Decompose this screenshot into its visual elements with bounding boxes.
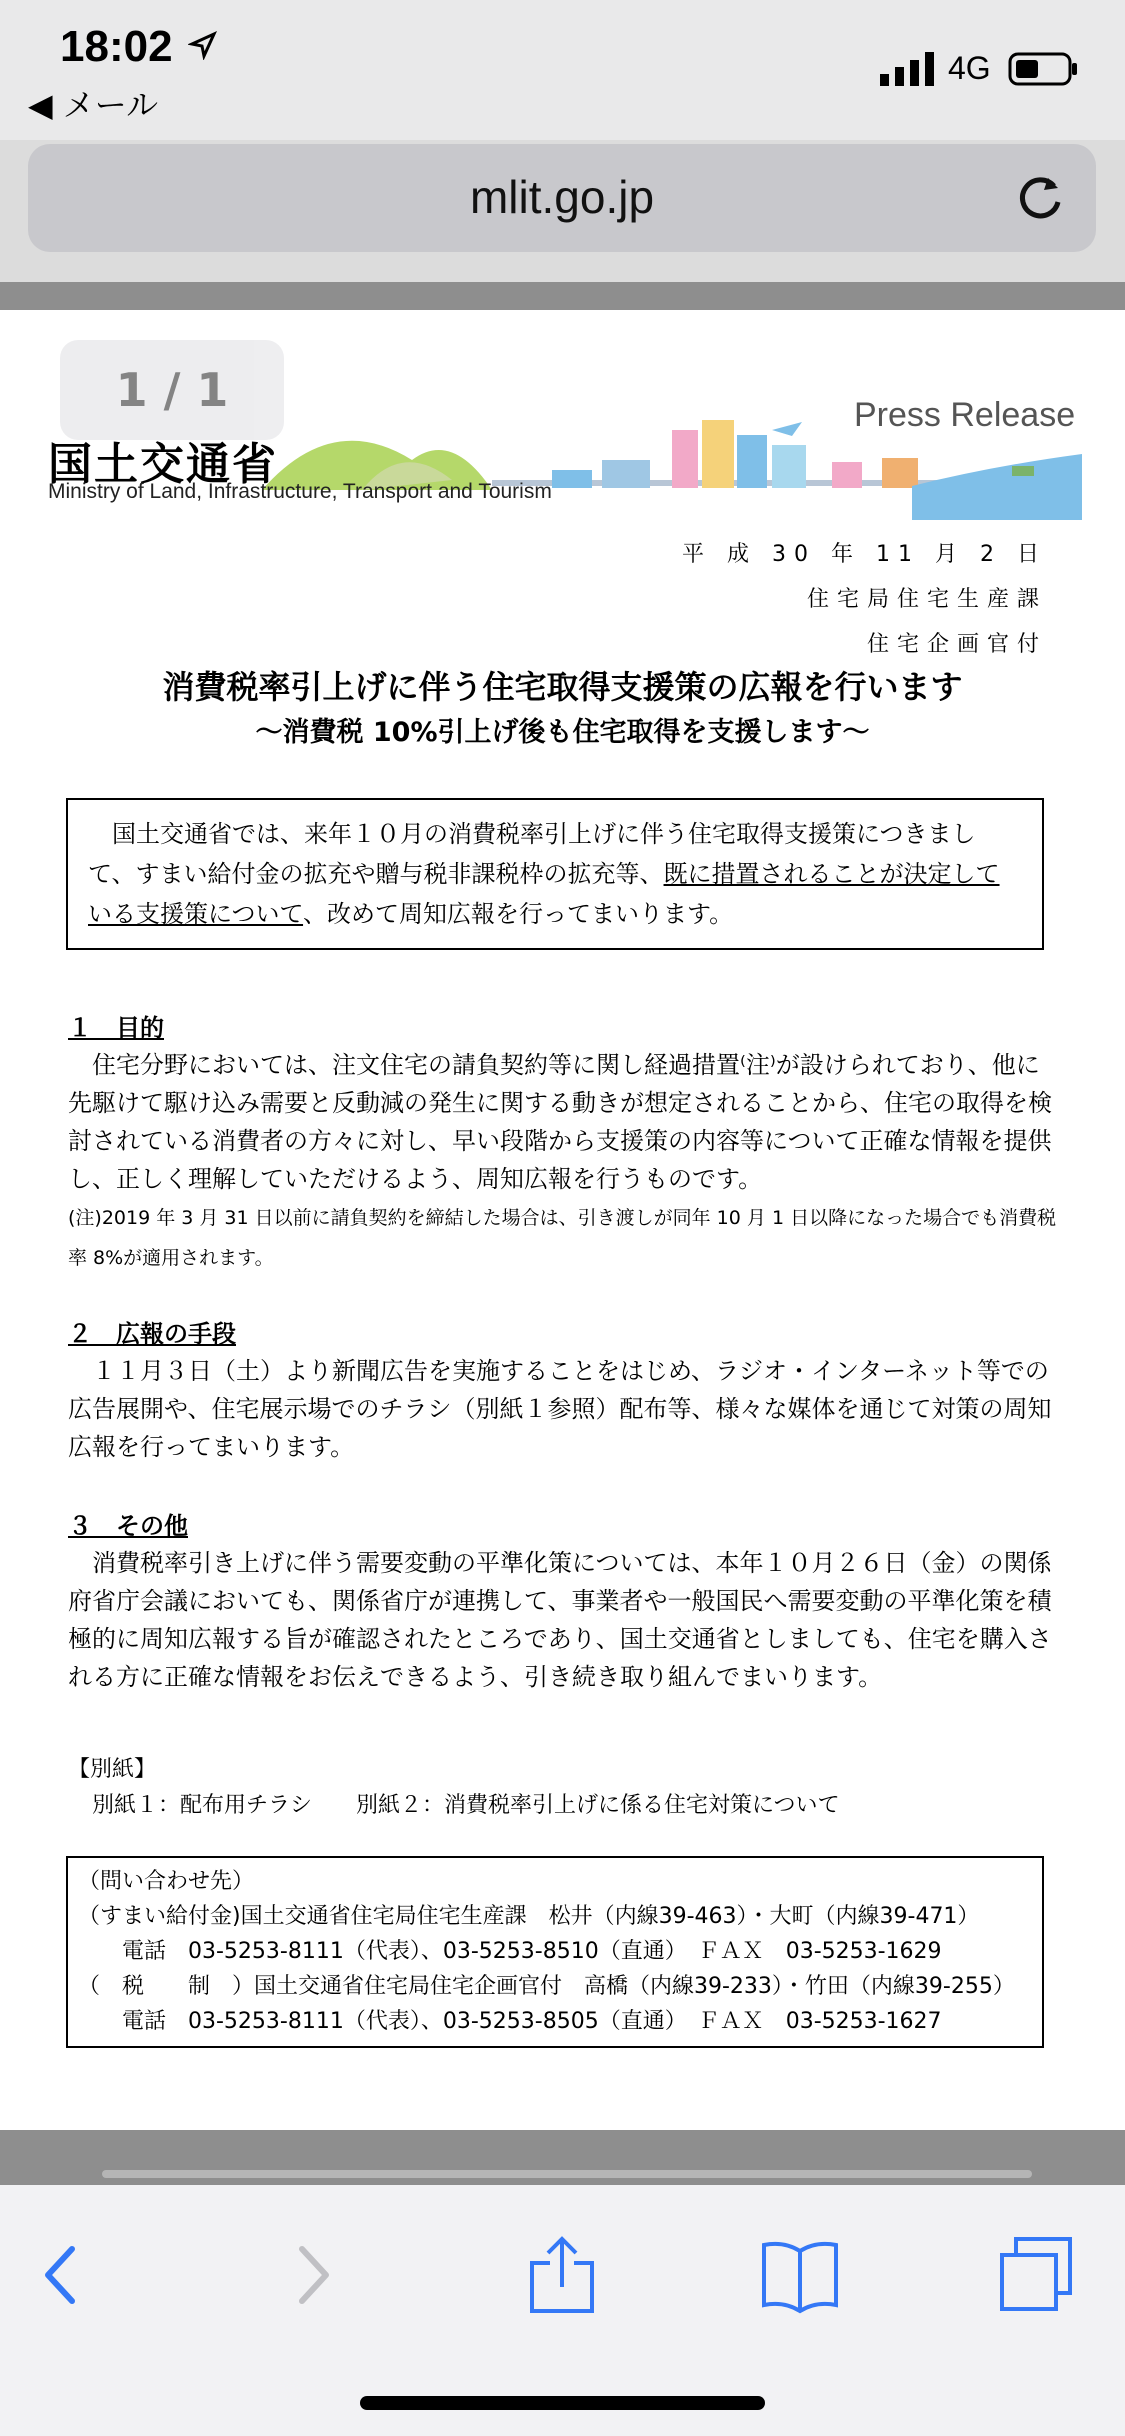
reload-icon[interactable]: [1014, 172, 1066, 224]
back-to-app-link[interactable]: ◀ メール: [28, 86, 159, 124]
cell-signal-icon: [880, 52, 936, 86]
section-1-body: 住宅分野においては、注文住宅の請負契約等に関し経過措置⁽注⁾が設けられており、他に先駆けて駆け込み需要と反動減の発生に関する動きが想定されることから、住宅の取得を検討されている消費者の方々に対し、早い段階から支援策の内容等について正確な情報を提供し、正しく理解していただけるよう、周知広報を行うものです。: [68, 1051, 1052, 1193]
address-bar[interactable]: [28, 144, 1096, 252]
contact-phone-2: 電話 03-5253-8111（代表）、03-5253-8505（直通） ＦＡＸ 03-5253-1627: [78, 2009, 942, 2034]
press-release-label: Press Release: [854, 396, 1076, 434]
viewer-top-border: [0, 282, 1125, 310]
ministry-logo-text: 国土交通省: [48, 439, 278, 490]
clock: 18:02: [60, 22, 173, 71]
chevron-left-icon[interactable]: [24, 2235, 104, 2315]
contact-heading: （問い合わせ先）: [78, 1869, 255, 1894]
ministry-english-name: Ministry of Land, Infrastructure, Transport and Tourism: [48, 480, 552, 503]
department: 住宅局住宅生産課: [806, 587, 1047, 612]
contact-line-1: （すまい給付金)国土交通省住宅局住宅生産課 松井（内線39-463）・大町（内線39-471）: [78, 1904, 980, 1929]
contact-box: [66, 1856, 1044, 2048]
department-sub: 住宅企画官付: [866, 632, 1047, 657]
battery-icon: [1008, 52, 1080, 86]
chevron-right-icon[interactable]: [270, 2235, 350, 2315]
contact-phone-1: 電話 03-5253-8111（代表）、03-5253-8510（直通） ＦＡＸ 03-5253-1629: [78, 1939, 942, 1964]
status-bar: [0, 0, 1125, 140]
pdf-page: [0, 310, 1125, 2130]
page-counter: 1 / 1: [60, 340, 284, 440]
release-date: 平 成 30 年 11 月 2 日: [682, 542, 1047, 567]
attachments-heading: 【別紙】: [68, 1757, 157, 1782]
section-3-heading: ３ その他: [68, 1512, 188, 1540]
network-type: 4G: [948, 50, 991, 86]
summary-box: [66, 798, 1044, 950]
summary-text-c: 、改めて周知広報を行ってまいります。: [303, 900, 734, 928]
summary-text-underlined: 既に措置されることが決定している支援策について: [88, 860, 1000, 928]
attachments-list: 別紙１：配布用チラシ 別紙２：消費税率引上げに係る住宅対策について: [92, 1793, 840, 1818]
section-1-heading: １ 目的: [68, 1014, 164, 1042]
share-icon[interactable]: [522, 2235, 602, 2315]
section-1-note: (注)2019 年 3 月 31 日以前に請負契約を締結した場合は、引き渡しが同年 10 月 1 日以降になった場合でも消費税率 8%が適用されます。: [68, 1207, 1057, 1269]
horizontal-scroll-indicator[interactable]: [102, 2170, 1032, 2178]
home-indicator[interactable]: [360, 2396, 765, 2410]
date-block: [682, 532, 1047, 667]
section-3-body: 消費税率引き上げに伴う需要変動の平準化策については、本年１０月２６日（金）の関係府省庁会議においても、関係省庁が連携して、事業者や一般国民へ需要変動の平準化策を積極的に周知広報する旨が確認されたところであり、国土交通省としましても、住宅を購入される方に正確な情報をお伝えできるよう、引き続き取り組んでまいります。: [68, 1549, 1052, 1691]
location-arrow-icon: [188, 30, 218, 60]
bookmarks-icon[interactable]: [760, 2235, 840, 2315]
document-title: 消費税率引上げに伴う住宅取得支援策の広報を行います: [162, 668, 963, 706]
contact-line-2: （ 税 制 ）国土交通省住宅局住宅企画官付 高橋（内線39-233）・竹田（内線39-255）: [78, 1974, 1015, 1999]
url-text[interactable]: mlit.go.jp: [469, 171, 655, 223]
document-subtitle: ～消費税 10%引上げ後も住宅取得を支援します～: [255, 717, 870, 748]
tabs-icon[interactable]: [996, 2235, 1076, 2315]
section-2-body: １１月３日（土）より新聞広告を実施することをはじめ、ラジオ・インターネット等での広告展開や、住宅展示場でのチラシ（別紙１参照）配布等、様々な媒体を通じて対策の周知広報を行ってまいります。: [68, 1357, 1052, 1461]
section-2-heading: ２ 広報の手段: [68, 1320, 236, 1348]
summary-text-a: 国土交通省では、来年１０月の消費税率引上げに伴う住宅取得支援策につきまして、すまい給付金の拡充や贈与税非課税枠の拡充等、: [88, 820, 976, 888]
